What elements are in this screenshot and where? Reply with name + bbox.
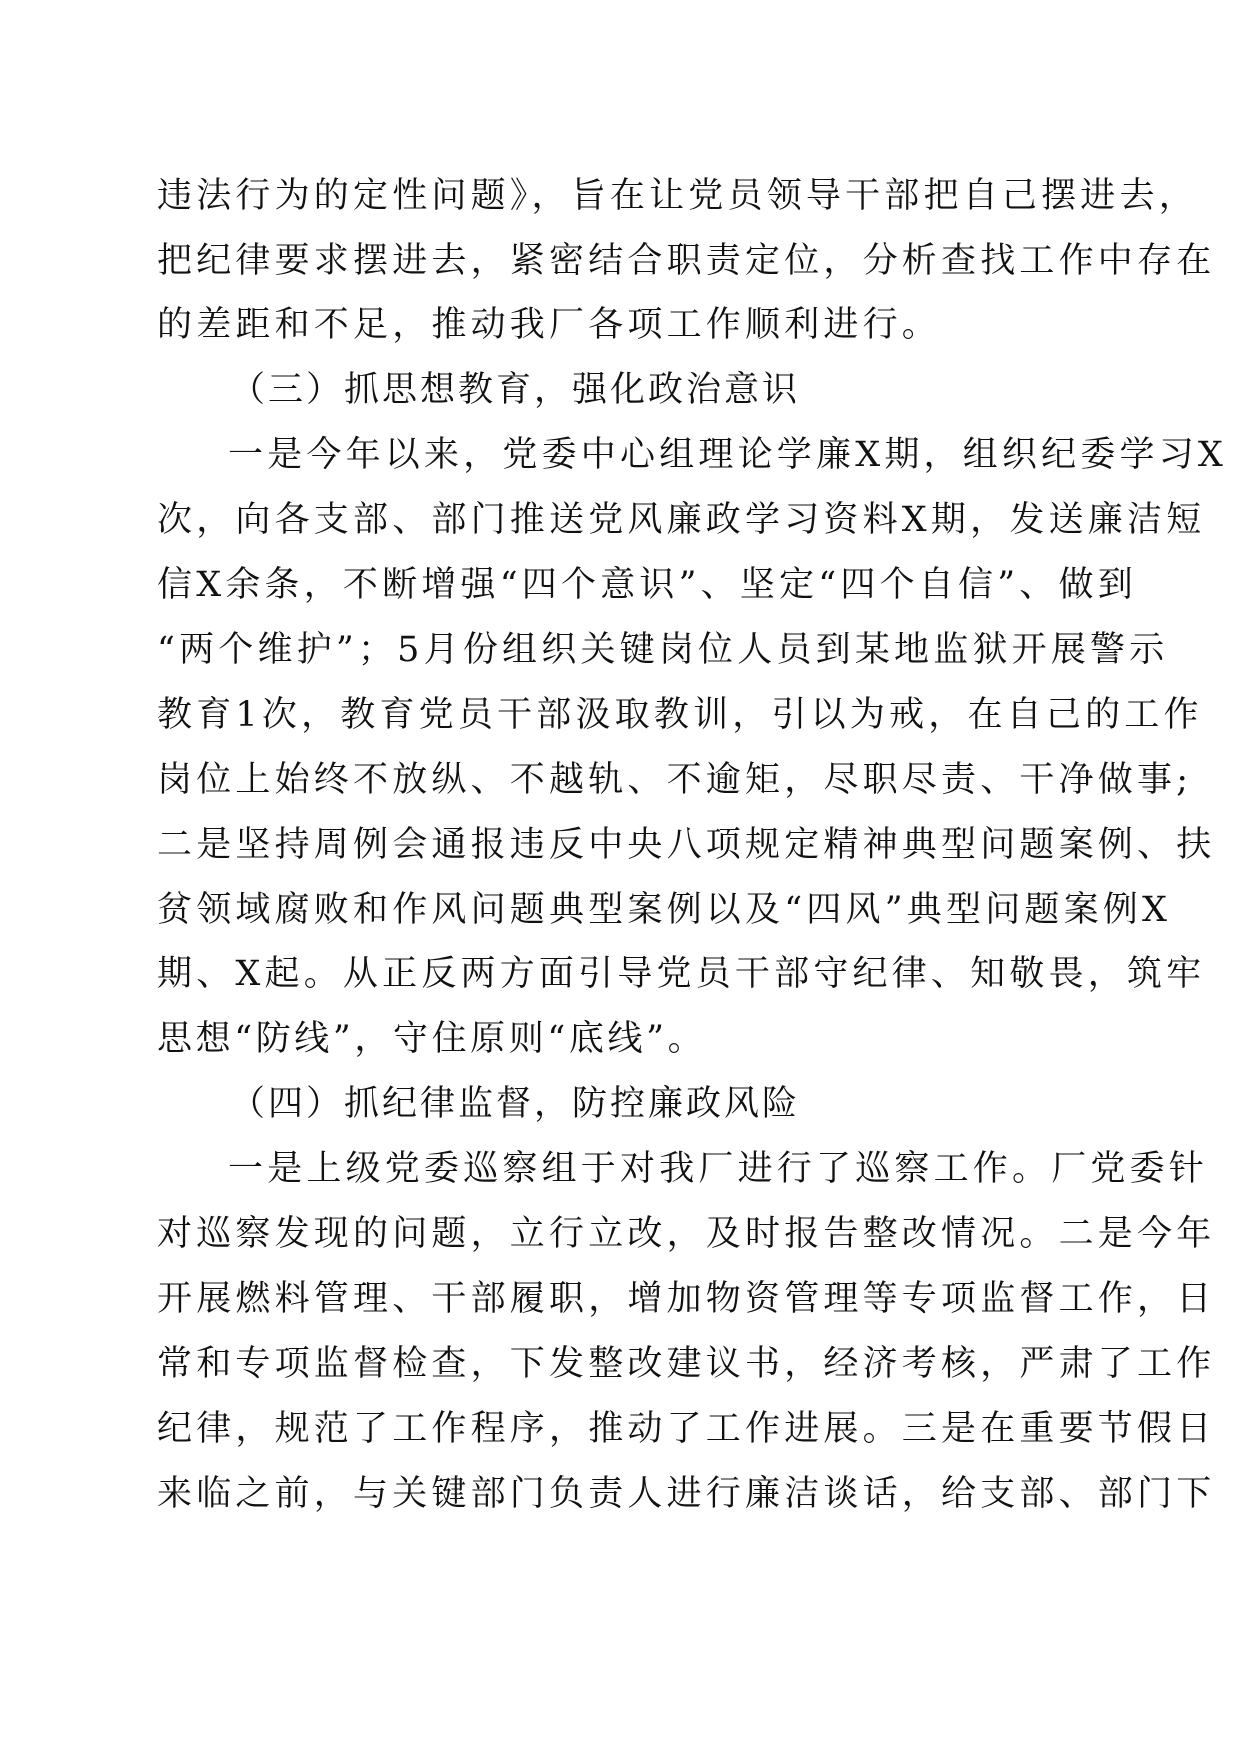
body-text-line: 二是坚持周例会通报违反中央八项规定精神典型问题案例、扶 — [157, 825, 1216, 865]
body-text-line: 开展燃料管理、干部履职，增加物资管理等专项监督工作，日 — [157, 1279, 1216, 1319]
body-text-line: 对巡察发现的问题，立行立改，及时报告整改情况。二是今年 — [157, 1214, 1216, 1254]
body-text-line: 纪律，规范了工作程序，推动了工作进展。三是在重要节假日 — [157, 1409, 1216, 1449]
section-heading-three: （三）抓思想教育，强化政治意识 — [230, 370, 801, 410]
section-heading-four: （四）抓纪律监督，防控廉政风险 — [230, 1084, 801, 1124]
body-text-line: 贫领域腐败和作风问题典型案例以及“四风”典型问题案例X — [157, 890, 1172, 930]
body-text-line: 教育1次，教育党员干部汲取教训，引以为戒，在自己的工作 — [157, 695, 1203, 735]
body-text-line: 来临之前，与关键部门负责人进行廉洁谈话，给支部、部门下 — [157, 1474, 1216, 1514]
body-text-line: 次，向各支部、部门推送党风廉政学习资料X期，发送廉洁短 — [157, 500, 1206, 540]
body-text-line: 岗位上始终不放纵、不越轨、不逾矩，尽职尽责、干净做事; — [157, 760, 1193, 800]
body-text-line: 期、X起。从正反两方面引导党员干部守纪律、知敬畏，筑牢 — [157, 954, 1206, 994]
body-text-line: 常和专项监督检查，下发整改建议书，经济考核，严肃了工作 — [157, 1344, 1216, 1384]
body-text-line: 违法行为的定性问题》，旨在让党员领导干部把自己摆进去， — [157, 176, 1198, 216]
paragraph-first-line: 一是上级党委巡察组于对我厂进行了巡察工作。厂党委针 — [228, 1149, 1209, 1189]
body-text-line: 信X余条，不断增强“四个意识”、坚定“四个自信”、做到 — [157, 565, 1137, 605]
paragraph-first-line: 一是今年以来，党委中心组理论学廉X期，组织纪委学习X — [228, 435, 1228, 475]
body-text-line: “两个维护”；5月份组织关键岗位人员到某地监狱开展警示 — [157, 630, 1169, 670]
body-text-line: 把纪律要求摆进去，紧密结合职责定位，分析查找工作中存在 — [157, 241, 1216, 281]
body-text-line: 思想“防线”，守住原则“底线”。 — [157, 1019, 707, 1059]
body-text-line: 的差距和不足，推动我厂各项工作顺利进行。 — [157, 305, 942, 345]
